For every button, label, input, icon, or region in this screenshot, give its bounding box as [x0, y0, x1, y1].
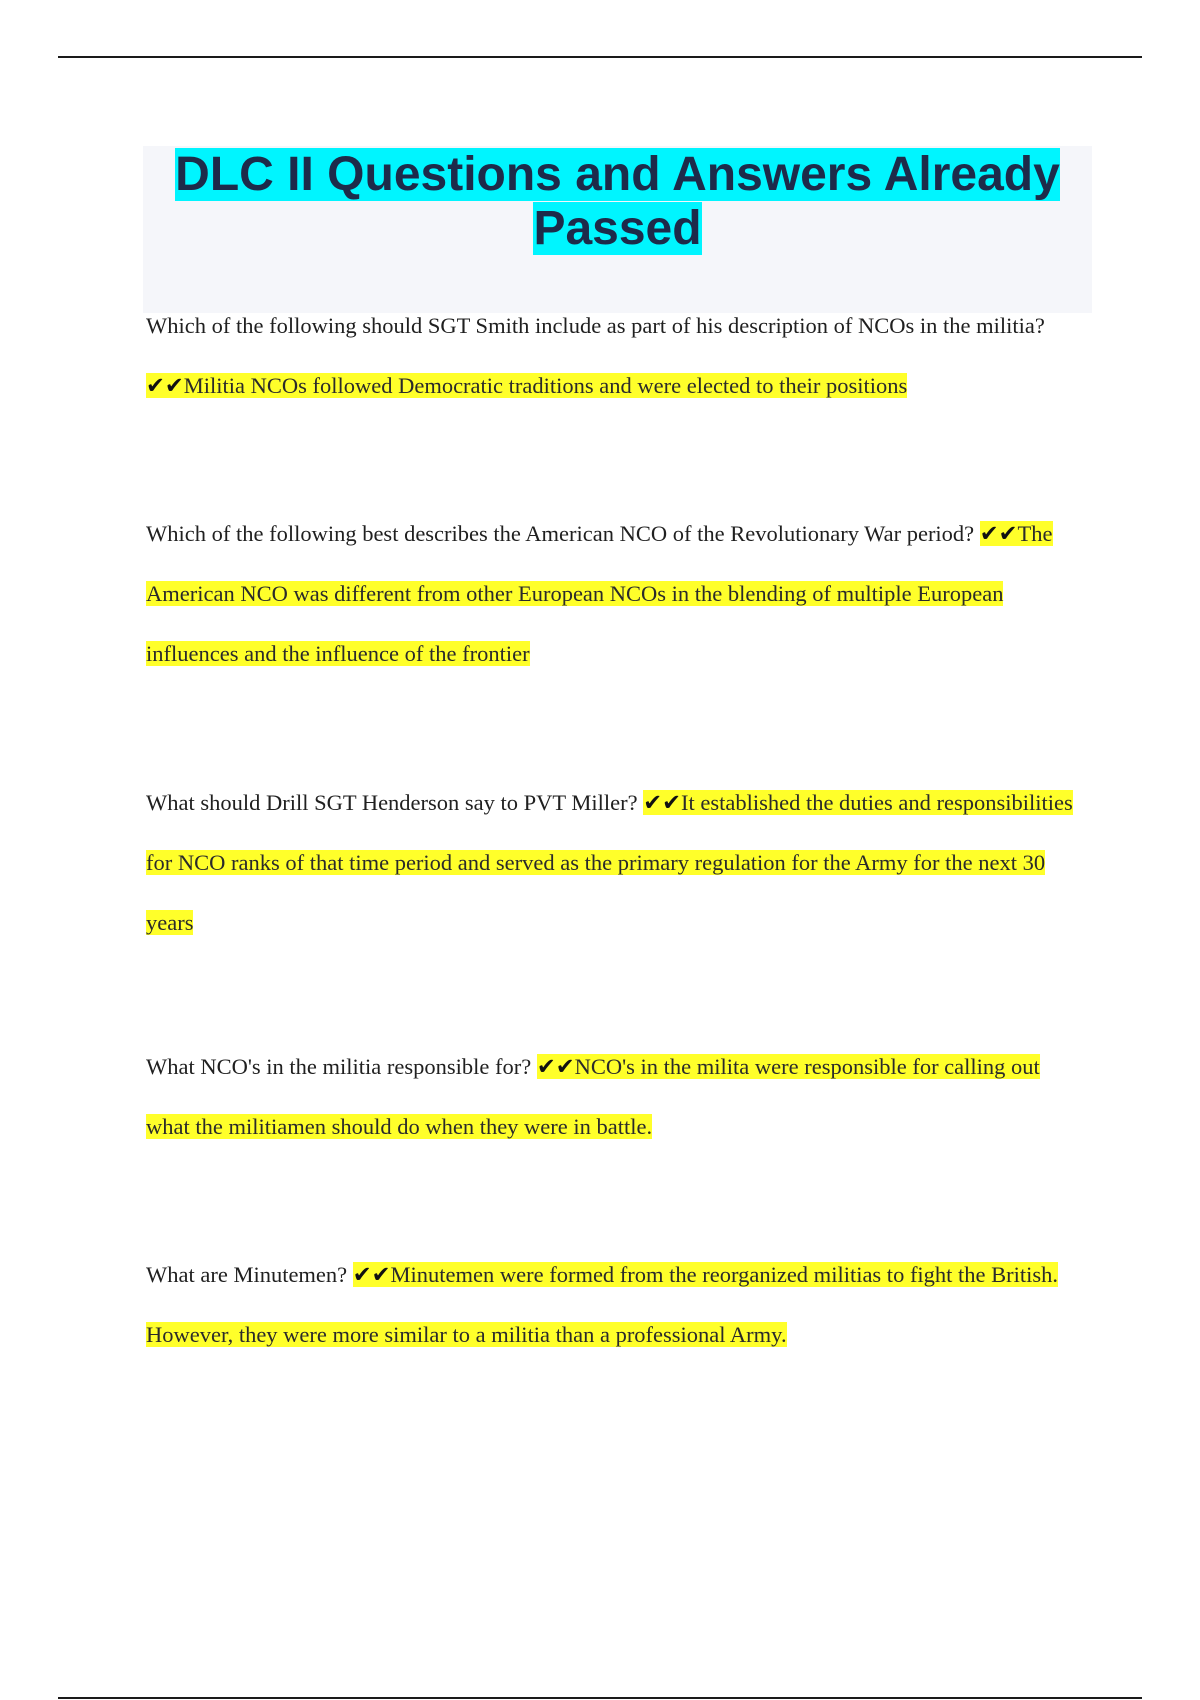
- qa-item-3: [146, 773, 1076, 953]
- qa-item-2: [146, 504, 1076, 684]
- answer-text: Minutemen were formed from the reorganized militias to fight the British. However, they were more similar to a militia than a professional Army.: [146, 1262, 1059, 1347]
- double-check-icon: ✔✔: [979, 521, 1018, 546]
- bottom-rule: [58, 1697, 1142, 1699]
- qa-item-1: [146, 296, 1076, 416]
- question-text: What NCO's in the militia responsible for?: [146, 1054, 537, 1079]
- top-rule: [58, 56, 1142, 58]
- double-check-icon: ✔✔: [146, 373, 184, 398]
- question-text: Which of the following best describes the American NCO of the Revolutionary War period?: [146, 521, 980, 546]
- question-text: What should Drill SGT Henderson say to PVT Miller?: [146, 790, 644, 815]
- answer-text: It established the duties and responsibilities for NCO ranks of that time period and served as the primary regulation for the Army for the next 30 years: [146, 790, 1073, 935]
- question-text: What are Minutemen?: [146, 1262, 353, 1287]
- answer-text: NCO's in the milita were responsible for calling out what the militiamen should do when they were in battle.: [146, 1054, 1040, 1139]
- qa-item-4: [146, 1037, 1076, 1157]
- double-check-icon: ✔✔: [643, 790, 681, 815]
- title-line-2: Passed: [533, 202, 702, 255]
- answer-highlight: [146, 373, 907, 398]
- question-text: Which of the following should SGT Smith include as part of his description of NCOs in the militia?: [146, 313, 1045, 338]
- double-check-icon: ✔✔: [536, 1054, 575, 1079]
- document-title: [143, 148, 1092, 256]
- qa-item-5: [146, 1245, 1076, 1365]
- answer-text: The American NCO was different from other European NCOs in the blending of multiple European influences and the influence of the frontier: [146, 521, 1053, 666]
- title-line-1: DLC II Questions and Answers Already: [175, 148, 1060, 201]
- answer-text: Militia NCOs followed Democratic traditions and were elected to their positions: [183, 373, 908, 398]
- double-check-icon: ✔✔: [352, 1262, 391, 1287]
